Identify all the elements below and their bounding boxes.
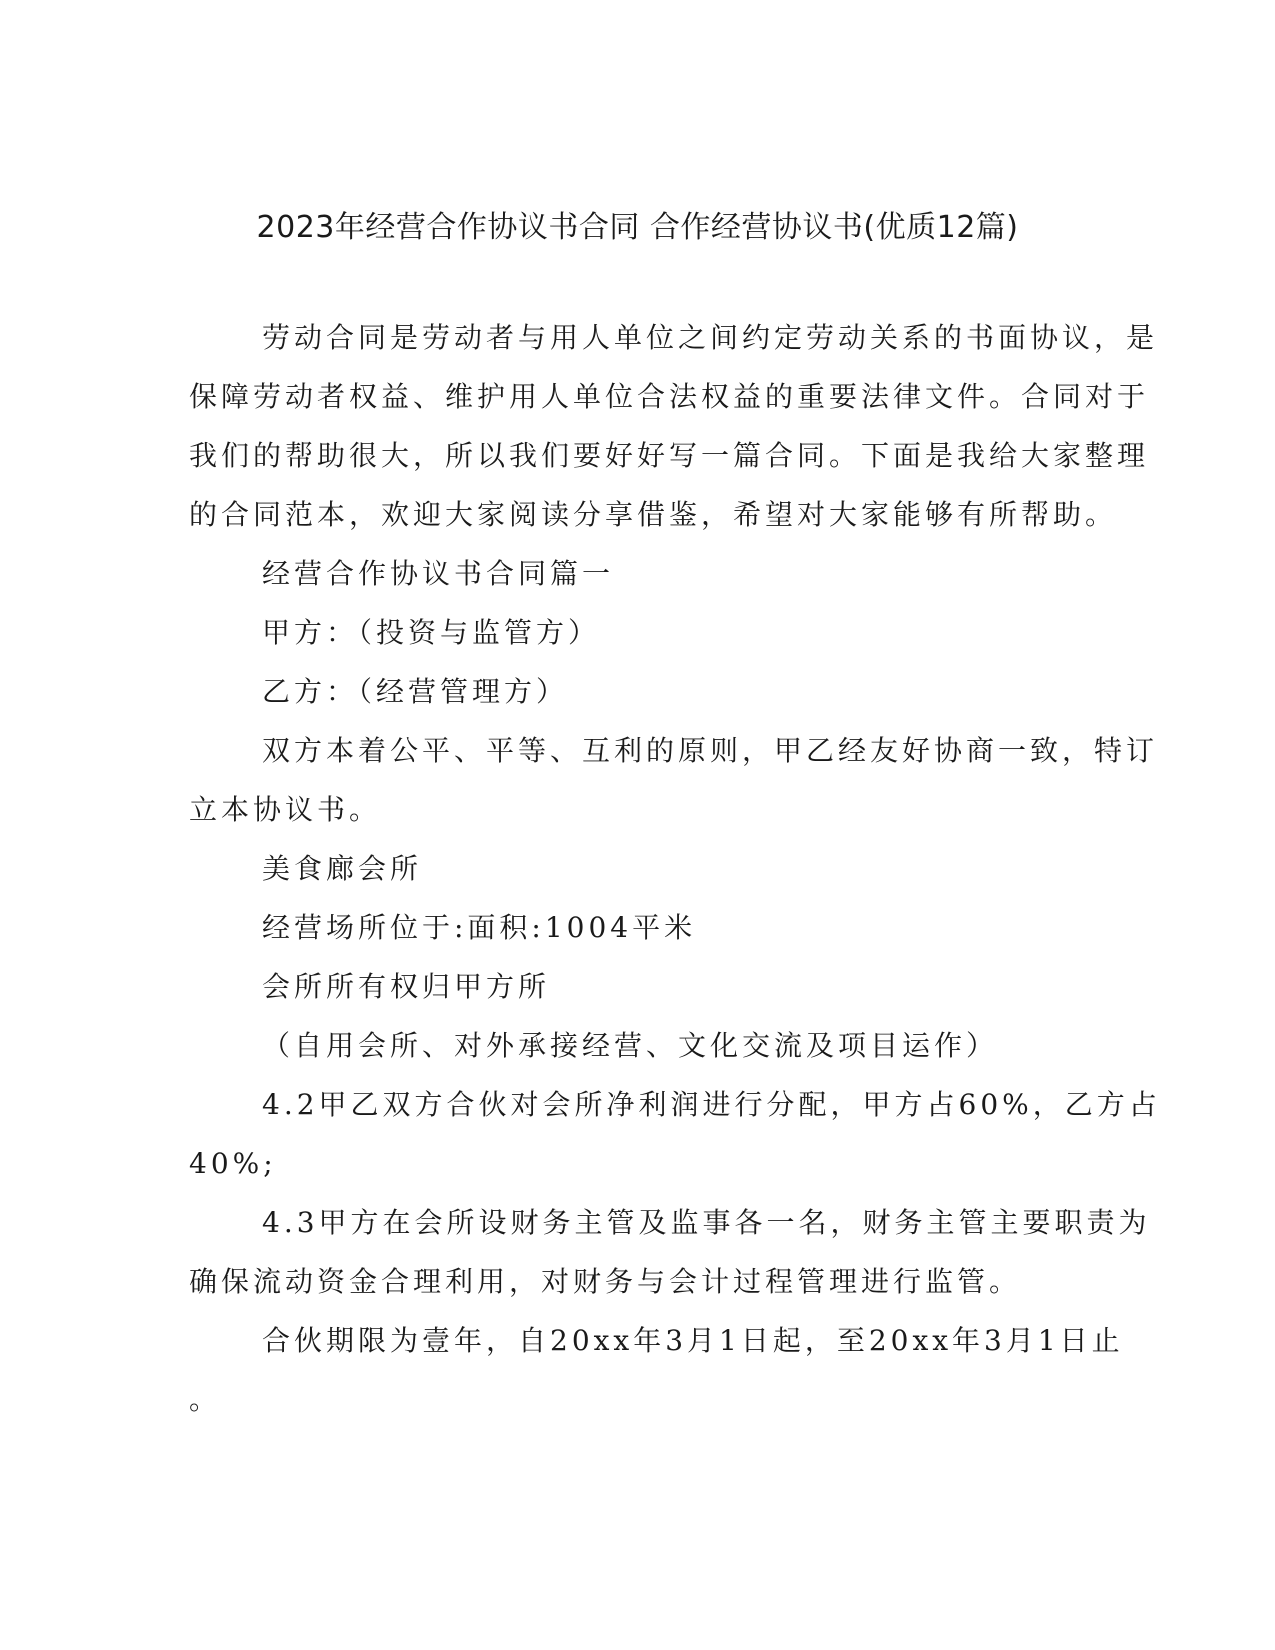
paragraph-line: 4.3甲方在会所设财务主管及监事各一名，财务主管主要职责为 xyxy=(262,1206,1151,1239)
paragraph-line: 会所所有权归甲方所 xyxy=(262,970,551,1003)
paragraph-line: 4.2甲乙双方合伙对会所净利润进行分配，甲方占60%，乙方占 xyxy=(262,1088,1161,1121)
paragraph-line: （自用会所、对外承接经营、文化交流及项目运作） xyxy=(262,1029,999,1062)
paragraph-line: 保障劳动者权益、维护用人单位合法权益的重要法律文件。合同对于 xyxy=(189,380,1150,413)
paragraph-line: 的合同范本，欢迎大家阅读分享借鉴，希望对大家能够有所帮助。 xyxy=(189,498,1118,531)
paragraph-line: 确保流动资金合理利用，对财务与会计过程管理进行监管。 xyxy=(189,1265,1022,1298)
paragraph-line: 。 xyxy=(189,1383,222,1416)
party-a-line: 甲方：（投资与监管方） xyxy=(262,616,601,649)
paragraph-line: 双方本着公平、平等、互利的原则，甲乙经友好协商一致，特订 xyxy=(262,734,1159,767)
paragraph-line: 合伙期限为壹年，自20xx年3月1日起，至20xx年3月1日止 xyxy=(262,1324,1124,1357)
party-b-line: 乙方：（经营管理方） xyxy=(262,675,569,708)
document-title: 2023年经营合作协议书合同 合作经营协议书(优质12篇) xyxy=(256,210,1019,245)
paragraph-line: 劳动合同是劳动者与用人单位之间约定劳动关系的书面协议，是 xyxy=(262,321,1159,354)
paragraph-line: 美食廊会所 xyxy=(262,852,423,885)
paragraph-line: 我们的帮助很大，所以我们要好好写一篇合同。下面是我给大家整理 xyxy=(189,439,1150,472)
paragraph-line: 立本协议书。 xyxy=(189,793,382,826)
paragraph-line: 经营场所位于:面积:1004平米 xyxy=(262,911,697,944)
section-heading: 经营合作协议书合同篇一 xyxy=(262,557,615,590)
paragraph-line: 40%; xyxy=(189,1147,277,1180)
